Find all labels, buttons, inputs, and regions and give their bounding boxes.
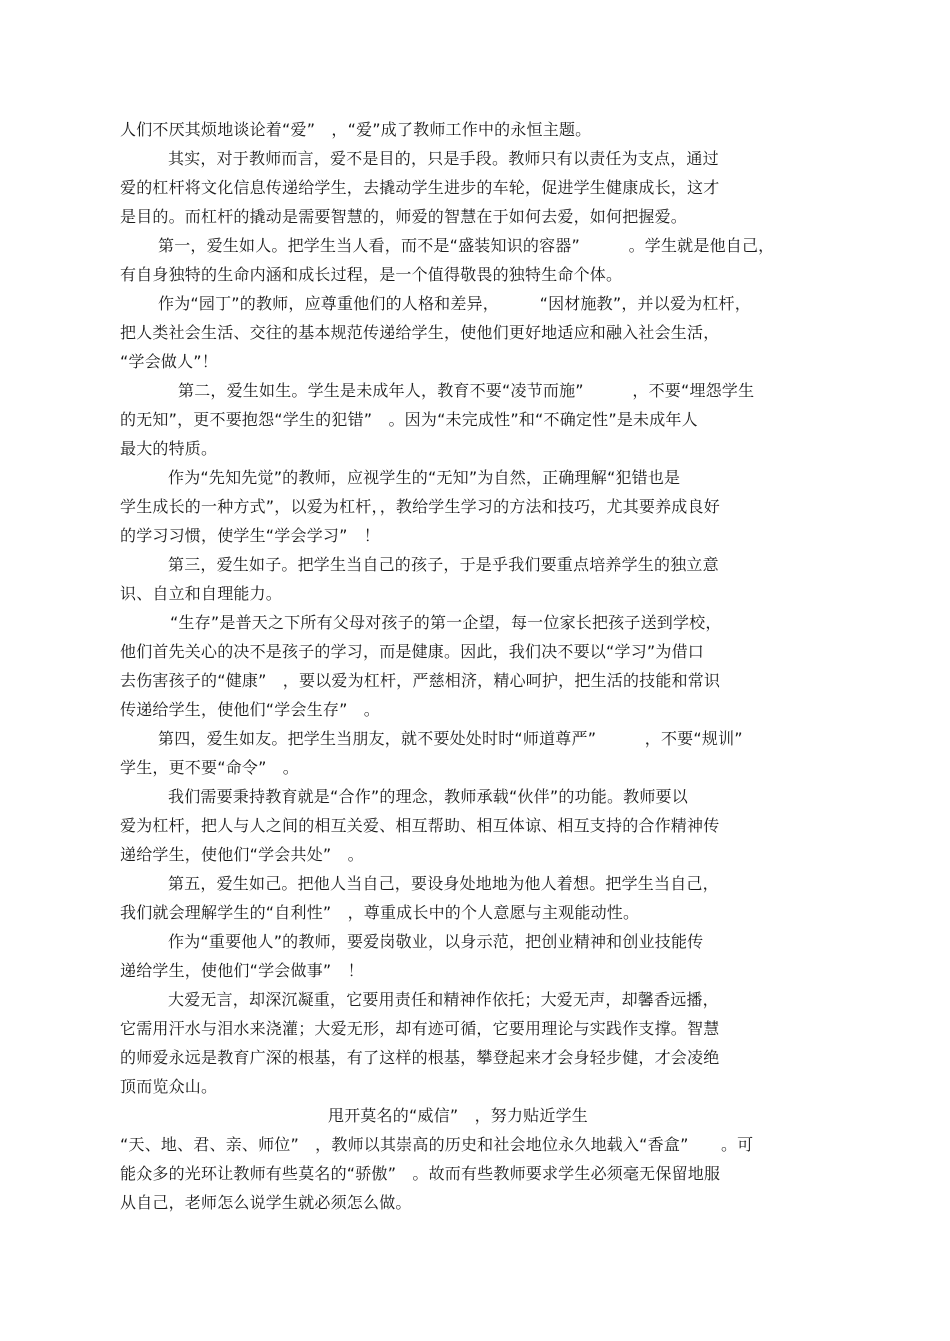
text-line: 作为“园丁”的教师，应尊重他们的人格和差异， “因材施教”，并以爱为杠杆， (158, 294, 751, 313)
text-line: 我们需要秉持教育就是“合作”的理念，教师承载“伙伴”的功能。教师要以 (168, 787, 688, 806)
text-line: 最大的特质。 (120, 439, 218, 458)
text-line: 第三，爱生如子。把学生当自己的孩子，于是乎我们要重点培养学生的独立意 (168, 555, 719, 574)
text-line: 递给学生，使他们“学会共处” 。 (120, 845, 364, 864)
text-line: 爱为杠杆，把人与人之间的相互关爱、相互帮助、相互体谅、相互支持的合作精神传 (120, 816, 720, 835)
text-line: 作为“重要他人”的教师，要爱岗敬业，以身示范，把创业精神和创业技能传 (168, 932, 704, 951)
text-line: 第二，爱生如生。学生是未成年人，教育不要“凌节而施” ，不要“埋怨学生 (178, 381, 755, 400)
text-line: 我们就会理解学生的“自利性” ，尊重成长中的个人意愿与主观能动性。 (120, 903, 640, 922)
text-line: 人们不厌其烦地谈论着“爱” ，“爱”成了教师工作中的永恒主题。 (120, 120, 592, 139)
text-line: 是目的。而杠杆的撬动是需要智慧的，师爱的智慧在于如何去爱，如何把握爱。 (120, 207, 688, 226)
section-heading: 甩开莫名的“威信” ，努力贴近学生 (328, 1106, 588, 1125)
text-line: 传递给学生，使他们“学会生存” 。 (120, 700, 380, 719)
text-line: 第五，爱生如己。把他人当自己，要设身处地地为他人着想。把学生当自己， (168, 874, 719, 893)
text-line: 大爱无言，却深沉凝重，它要用责任和精神作依托；大爱无声，却馨香远播， (168, 990, 719, 1009)
text-line: 递给学生，使他们“学会做事” ！ (120, 961, 364, 980)
text-line: 第一，爱生如人。把学生当人看，而不是“盛装知识的容器” 。学生就是他自己， (158, 236, 775, 255)
text-line: 它需用汗水与泪水来浇灌；大爱无形，却有迹可循，它要用理论与实践作支撑。智慧 (120, 1019, 720, 1038)
text-line: 爱的杠杆将文化信息传递给学生，去撬动学生进步的车轮，促进学生健康成长，这才 (120, 178, 720, 197)
text-line: “生存”是普天之下所有父母对孩子的第一企望，每一位家长把孩子送到学校， (170, 613, 722, 632)
text-line: 其实，对于教师而言，爱不是目的，只是手段。教师只有以责任为支点，通过 (168, 149, 719, 168)
text-line: 作为“先知先觉”的教师，应视学生的“无知”为自然，正确理解“犯错也是 (168, 468, 681, 487)
text-line: 去伤害孩子的“健康” ，要以爱为杠杆，严慈相济，精心呵护，把生活的技能和常识 (120, 671, 721, 690)
text-line: 的学习习惯，使学生“学会学习” ！ (120, 526, 380, 545)
text-line: 的师爱永远是教育广深的根基，有了这样的根基，攀登起来才会身轻步健，才会凌绝 (120, 1048, 720, 1067)
text-line: 他们首先关心的决不是孩子的学习，而是健康。因此，我们决不要以“学习”为借口 (120, 642, 704, 661)
text-line: 的无知”，更不要抱怨“学生的犯错” 。因为“未完成性”和“不确定性”是未成年人 (120, 410, 698, 429)
text-line: 第四，爱生如友。把学生当朋友，就不要处处时时“师道尊严” ，不要“规训” (158, 729, 743, 748)
text-line: 能众多的光环让教师有些莫名的“骄傲” 。故而有些教师要求学生必须毫无保留地服 (120, 1164, 721, 1183)
text-line: “学会做人”！ (120, 352, 218, 371)
text-line: 把人类社会生活、交往的基本规范传递给学生，使他们更好地适应和融入社会生活， (120, 323, 720, 342)
text-line: “天、地、君、亲、师位” ，教师以其崇高的历史和社会地位永久地载入“香盒” 。可 (120, 1135, 754, 1154)
text-line: 顶而览众山。 (120, 1077, 218, 1096)
text-line: 有自身独特的生命内涵和成长过程，是一个值得敬畏的独特生命个体。 (120, 265, 623, 284)
text-line: 学生，更不要“命令” 。 (120, 758, 299, 777)
text-line: 学生成长的一种方式”，以爱为杠杆，，教给学生学习的方法和技巧，尤其要养成良好 (120, 497, 720, 516)
text-line: 识、自立和自理能力。 (120, 584, 283, 603)
text-line: 从自己，老师怎么说学生就必须怎么做。 (120, 1193, 412, 1212)
